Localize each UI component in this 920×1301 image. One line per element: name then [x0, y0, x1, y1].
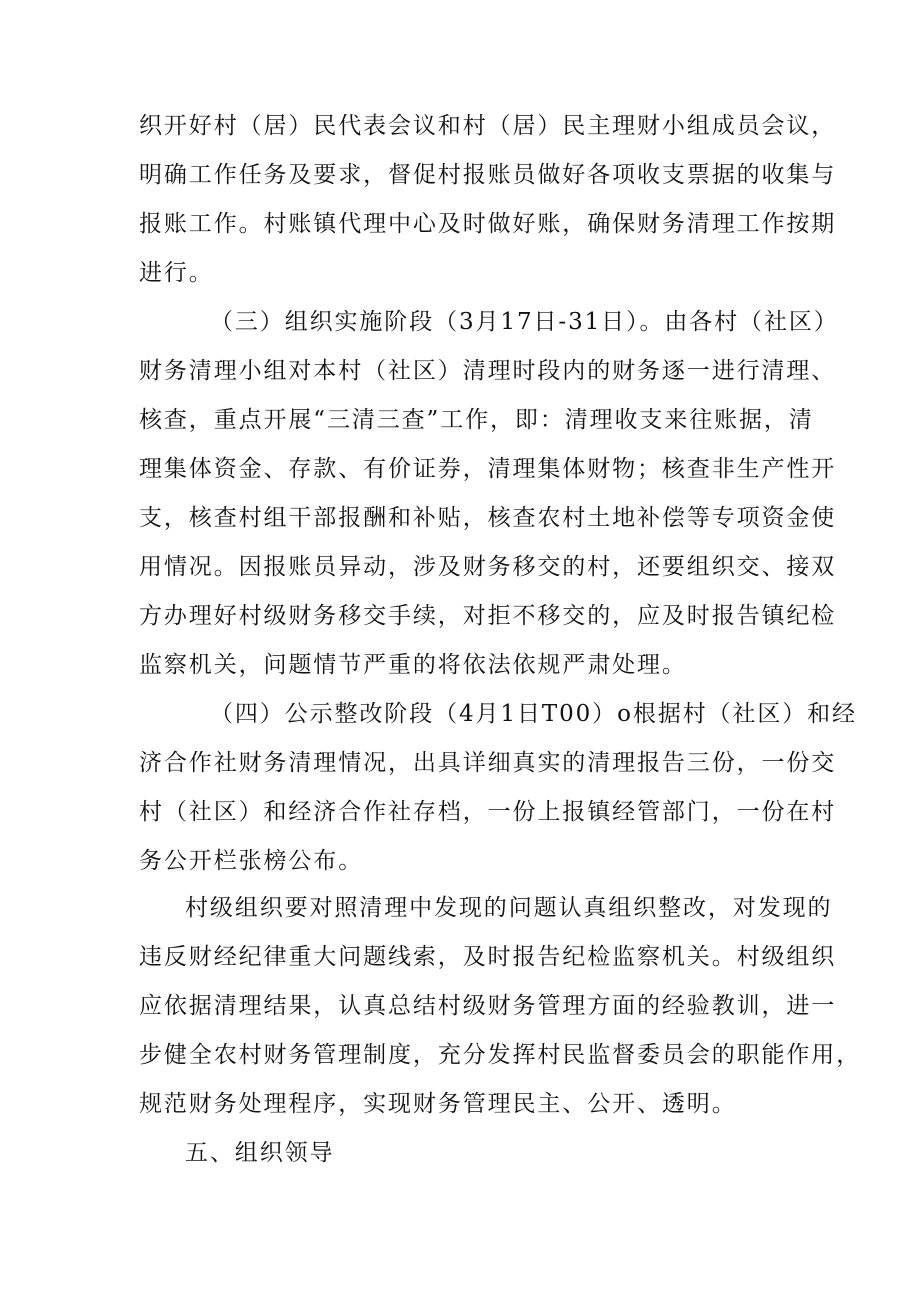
text-line: 步健全农村财务管理制度，充分发挥村民监督委员会的职能作用，: [139, 1042, 862, 1068]
text-line: 理集体资金、存款、有价证券，清理集体财物；核查非生产性开: [139, 456, 837, 482]
text-line: 方办理好村级财务移交手续，对拒不移交的，应及时报告镇纪检: [139, 603, 837, 629]
text-line: 用情况。因报账员异动，涉及财务移交的村，还要组织交、接双: [139, 554, 837, 580]
text-line: 务公开栏张榜公布。: [139, 848, 364, 874]
text-line: 财务清理小组对本村（社区）清理时段内的财务逐一进行清理、: [139, 358, 837, 384]
section-heading-3: （三）组织实施阶段（3月17日-31日）。由各村（社区）: [210, 309, 839, 335]
text-line: 应依据清理结果，认真总结村级财务管理方面的经验教训，进一: [139, 993, 837, 1019]
text-line: 报账工作。村账镇代理中心及时做好账，确保财务清理工作按期: [139, 211, 837, 237]
text-line: 济合作社财务清理情况，出具详细真实的清理报告三份，一份交: [139, 750, 837, 776]
text-line: 进行。: [139, 260, 214, 286]
text-line: 村（社区）和经济合作社存档，一份上报镇经管部门，一份在村: [139, 799, 837, 825]
text-line: 核查，重点开展“三清三查”工作，即：清理收支来往账据，清: [139, 407, 814, 433]
text-line: 监察机关，问题情节严重的将依法依规严肃处理。: [139, 652, 687, 678]
text-line: 织开好村（居）民代表会议和村（居）民主理财小组成员会议，: [139, 113, 837, 139]
section-heading-4: （四）公示整改阶段（4月1日T00）o根据村（社区）和经: [210, 701, 857, 727]
section-heading-5: 五、组织领导: [185, 1140, 335, 1166]
text-line: 支，核查村组干部报酬和补贴，核查农村土地补偿等专项资金使: [139, 505, 837, 531]
text-line: 规范财务处理程序，实现财务管理民主、公开、透明。: [139, 1091, 737, 1117]
paragraph-first-line: 村级组织要对照清理中发现的问题认真组织整改，对发现的: [185, 895, 833, 921]
text-line: 违反财经纪律重大问题线索，及时报告纪检监察机关。村级组织: [139, 944, 837, 970]
text-line: 明确工作任务及要求，督促村报账员做好各项收支票据的收集与: [139, 162, 837, 188]
